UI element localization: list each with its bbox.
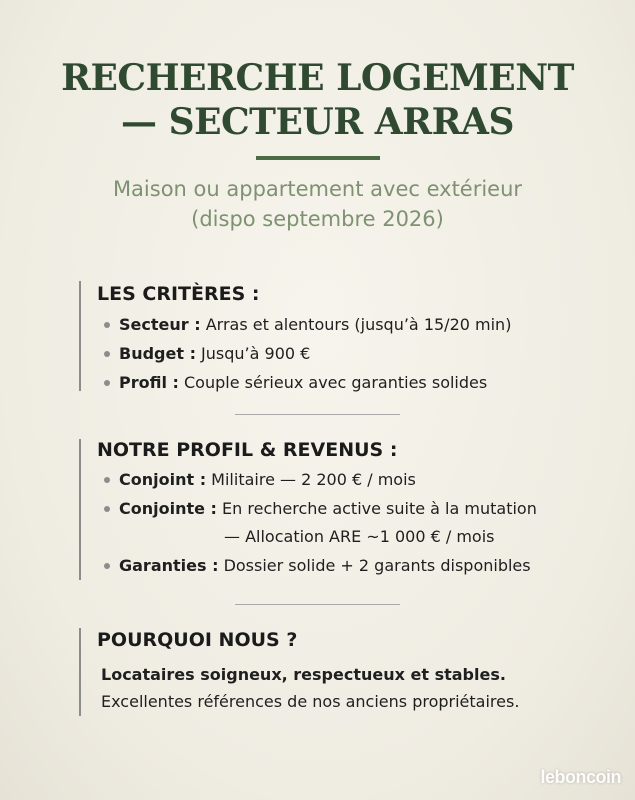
profil-section xyxy=(97,437,537,580)
item-label: Profil : xyxy=(119,373,179,392)
page-subtitle xyxy=(0,174,635,234)
bullet-icon xyxy=(104,563,110,569)
title-line-2: — SECTEUR ARRAS xyxy=(121,101,514,143)
leboncoin-watermark: leboncoin xyxy=(540,767,621,787)
list-item xyxy=(97,339,511,368)
profil-accent-bar xyxy=(79,439,81,580)
bullet-icon xyxy=(104,322,110,328)
item-value: Militaire — 2 200 € / mois xyxy=(206,470,416,489)
pourquoi-section xyxy=(97,627,519,715)
bullet-icon xyxy=(104,477,110,483)
subtitle-line-1: Maison ou appartement avec extérieur xyxy=(112,177,523,201)
item-value: Dossier solide + 2 garants disponibles xyxy=(218,556,531,575)
item-label: Conjointe : xyxy=(119,499,217,518)
section-divider xyxy=(235,414,400,415)
pourquoi-line-2: Excellentes références de nos anciens propriétaires. xyxy=(101,692,520,711)
item-continuation: — Allocation ARE ~1 000 € / mois xyxy=(224,527,495,546)
list-item xyxy=(97,551,537,580)
pourquoi-line-1: Locataires soigneux, respectueux et stables. xyxy=(101,665,506,684)
pourquoi-accent-bar xyxy=(79,628,81,716)
pourquoi-heading: POURQUOI NOUS ? xyxy=(97,629,298,651)
profil-heading: NOTRE PROFIL & REVENUS : xyxy=(97,439,398,461)
item-value: Jusqu’à 900 € xyxy=(195,344,311,363)
criteres-heading: LES CRITÈRES : xyxy=(97,283,260,305)
item-label: Budget : xyxy=(119,344,196,363)
list-item xyxy=(97,368,511,397)
bullet-icon xyxy=(104,506,110,512)
list-item xyxy=(97,494,537,551)
item-label: Garanties : xyxy=(119,556,219,575)
bullet-icon xyxy=(104,380,110,386)
list-item xyxy=(97,465,537,494)
item-value: Arras et alentours (jusqu’à 15/20 min) xyxy=(200,315,512,334)
section-divider xyxy=(235,604,400,605)
criteres-accent-bar xyxy=(79,281,81,391)
list-item xyxy=(97,310,511,339)
subtitle-line-2: (dispo septembre 2026) xyxy=(191,207,444,231)
item-label: Conjoint : xyxy=(119,470,207,489)
title-divider xyxy=(256,156,380,160)
bullet-icon xyxy=(104,351,110,357)
item-value: En recherche active suite à la mutation xyxy=(216,499,537,518)
page-title xyxy=(0,56,635,144)
title-line-1: RECHERCHE LOGEMENT xyxy=(61,57,574,99)
item-label: Secteur : xyxy=(119,315,201,334)
item-value: Couple sérieux avec garanties solides xyxy=(178,373,488,392)
criteres-section xyxy=(97,281,511,397)
